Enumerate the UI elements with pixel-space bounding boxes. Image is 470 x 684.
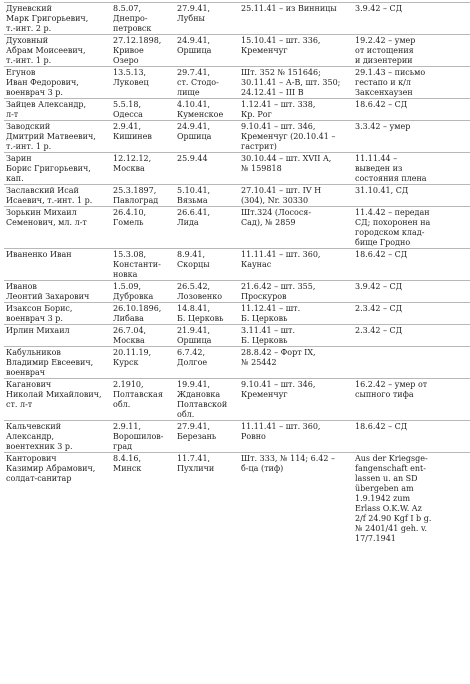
name-cell-text: Зарин Борис Григорьевич, кап. xyxy=(6,154,91,183)
fate-cell xyxy=(353,185,470,207)
birth-cell xyxy=(111,207,175,249)
birth-cell-text: 12.12.12, Москва xyxy=(113,154,152,173)
table-row xyxy=(4,281,470,303)
camp-cell-text: 30.10.44 – шт. XVII A, № 159818 xyxy=(241,154,332,173)
name-cell xyxy=(4,325,111,347)
birth-cell xyxy=(111,453,175,545)
camp-cell xyxy=(239,153,353,185)
birth-cell xyxy=(111,67,175,99)
camp-cell-text: 28.8.42 – Форт IX, № 25442 xyxy=(241,348,316,367)
capture-cell xyxy=(175,325,239,347)
fate-cell xyxy=(353,347,470,379)
name-cell xyxy=(4,3,111,35)
fate-cell-text: 18.6.42 – СД xyxy=(355,100,408,109)
name-cell xyxy=(4,67,111,99)
table-row xyxy=(4,3,470,35)
name-cell-text: Зорькин Михаил Семенович, мл. л-т xyxy=(6,208,87,227)
capture-cell-text: 4.10.41, Куменское xyxy=(177,100,224,119)
birth-cell xyxy=(111,303,175,325)
camp-cell-text: 25.11.41 – из Винницы xyxy=(241,4,337,13)
name-cell xyxy=(4,35,111,67)
capture-cell xyxy=(175,153,239,185)
name-cell-text: Духовный Абрам Моисеевич, т.-инт. 1 р. xyxy=(6,36,86,65)
fate-cell-text: 2.3.42 – СД xyxy=(355,326,403,335)
birth-cell-text: 2.9.11, Ворошилов- град xyxy=(113,422,164,451)
table-row xyxy=(4,67,470,99)
capture-cell xyxy=(175,121,239,153)
fate-cell-text: 3.9.42 – СД xyxy=(355,4,403,13)
name-cell-text: Егунов Иван Федорович, военврач 3 р. xyxy=(6,68,79,97)
capture-cell-text: 25.9.44 xyxy=(177,154,208,163)
capture-cell-text: 8.9.41, Скорцы xyxy=(177,250,210,269)
camp-cell-text: 3.11.41 – шт. Б. Церковь xyxy=(241,326,296,345)
birth-cell-text: 13.5.13, Луковец xyxy=(113,68,149,87)
birth-cell xyxy=(111,379,175,421)
birth-cell xyxy=(111,347,175,379)
birth-cell-text: 26.10.1896, Либава xyxy=(113,304,162,323)
capture-cell xyxy=(175,185,239,207)
table-row xyxy=(4,35,470,67)
birth-cell xyxy=(111,35,175,67)
capture-cell-text: 6.7.42, Долгое xyxy=(177,348,208,367)
name-cell-text: Иванов Леонтий Захарович xyxy=(6,282,90,301)
camp-cell-text: 1.12.41 – шт. 338, Кр. Рог xyxy=(241,100,316,119)
capture-cell-text: 19.9.41, Ждановка Полтавской обл. xyxy=(177,380,228,419)
table-row xyxy=(4,153,470,185)
capture-cell xyxy=(175,35,239,67)
capture-cell xyxy=(175,453,239,545)
birth-cell-text: 27.12.1898, Кривое Озеро xyxy=(113,36,162,65)
fate-cell-text: 3.3.42 – умер xyxy=(355,122,411,131)
fate-cell-text: Aus der Kriegsge- fangenschaft ent- lassen u. an SD übergeben am 1.9.1942 zum Erlass O.K.W. Az 2/f 24.90 Kgf I b g. № 2401/41 geh. v. 17/7.1941 xyxy=(355,454,432,543)
capture-cell-text: 26.5.42, Лозовенко xyxy=(177,282,223,301)
fate-cell-text: 31.10.41, СД xyxy=(355,186,409,195)
fate-cell-text: 11.4.42 – передан СД; похоронен на городском клад- бище Гродно xyxy=(355,208,431,247)
birth-cell xyxy=(111,249,175,281)
table-row xyxy=(4,347,470,379)
birth-cell xyxy=(111,281,175,303)
name-cell xyxy=(4,185,111,207)
capture-cell xyxy=(175,3,239,35)
camp-cell-text: 15.10.41 – шт. 336, Кременчуг xyxy=(241,36,321,55)
capture-cell xyxy=(175,207,239,249)
capture-cell-text: 21.9.41, Оршица xyxy=(177,326,212,345)
table-body xyxy=(4,3,470,545)
fate-cell xyxy=(353,453,470,545)
table-row xyxy=(4,453,470,545)
fate-cell-text: 16.2.42 – умер от сыпного тифа xyxy=(355,380,428,399)
camp-cell xyxy=(239,67,353,99)
name-cell-text: Кальчевский Александр, воентехник 3 р. xyxy=(6,422,73,451)
capture-cell xyxy=(175,99,239,121)
capture-cell-text: 27.9.41, Лубны xyxy=(177,4,211,23)
fate-cell xyxy=(353,35,470,67)
birth-cell-text: 8.4.16, Минск xyxy=(113,454,142,473)
table-row xyxy=(4,207,470,249)
capture-cell xyxy=(175,249,239,281)
birth-cell xyxy=(111,325,175,347)
camp-cell xyxy=(239,325,353,347)
table-row xyxy=(4,379,470,421)
fate-cell-text: 29.1.43 – письмо гестапо и к/л Заксенхаузен xyxy=(355,68,426,97)
name-cell xyxy=(4,207,111,249)
name-cell-text: Заводский Дмитрий Матвеевич, т.-инт. 1 р. xyxy=(6,122,96,151)
fate-cell xyxy=(353,67,470,99)
name-cell xyxy=(4,153,111,185)
camp-cell-text: 11.12.41 – шт. Б. Церковь xyxy=(241,304,301,323)
camp-cell xyxy=(239,121,353,153)
capture-cell-text: 26.6.41, Лида xyxy=(177,208,211,227)
camp-cell xyxy=(239,379,353,421)
fate-cell xyxy=(353,99,470,121)
birth-cell xyxy=(111,153,175,185)
camp-cell-text: 21.6.42 – шт. 355, Проскуров xyxy=(241,282,316,301)
name-cell-text: Зайцев Александр, л-т xyxy=(6,100,87,119)
birth-cell-text: 5.5.18, Одесса xyxy=(113,100,143,119)
fate-cell xyxy=(353,281,470,303)
capture-cell xyxy=(175,421,239,453)
capture-cell-text: 14.8.41, Б. Церковь xyxy=(177,304,224,323)
fate-cell xyxy=(353,207,470,249)
table-row xyxy=(4,185,470,207)
fate-cell xyxy=(353,3,470,35)
camp-cell xyxy=(239,207,353,249)
fate-cell xyxy=(353,121,470,153)
name-cell xyxy=(4,281,111,303)
camp-cell xyxy=(239,347,353,379)
birth-cell-text: 2.1910, Полтавская обл. xyxy=(113,380,163,409)
name-cell xyxy=(4,421,111,453)
camp-cell-text: 27.10.41 – шт. IV H (304), Nr. 30330 xyxy=(241,186,322,205)
name-cell-text: Кабульников Владимир Евсеевич, военврач xyxy=(6,348,94,377)
camp-cell xyxy=(239,453,353,545)
camp-cell-text: Шт.324 (Лосося- Сад), № 2859 xyxy=(241,208,312,227)
camp-cell-text: Шт. 352 № 151646; 30.11.41 – А-В, шт. 350; 24.12.41 – III В xyxy=(241,68,341,97)
table-row xyxy=(4,325,470,347)
birth-cell-text: 1.5.09, Дубровка xyxy=(113,282,154,301)
table-row xyxy=(4,249,470,281)
table-row xyxy=(4,99,470,121)
camp-cell-text: 9.10.41 – шт. 346, Кременчуг xyxy=(241,380,316,399)
camp-cell xyxy=(239,3,353,35)
birth-cell xyxy=(111,185,175,207)
capture-cell-text: 5.10.41, Вязьма xyxy=(177,186,211,205)
name-cell xyxy=(4,249,111,281)
name-cell-text: Ирлин Михаил xyxy=(6,326,70,335)
name-cell-text: Канторович Казимир Абрамович, солдат-санитар xyxy=(6,454,96,483)
capture-cell-text: 29.7.41, ст. Стодо- лище xyxy=(177,68,219,97)
capture-cell-text: 11.7.41, Пухличи xyxy=(177,454,215,473)
name-cell-text: Каганович Николай Михайлович, ст. л-т xyxy=(6,380,102,409)
name-cell xyxy=(4,121,111,153)
birth-cell xyxy=(111,121,175,153)
camp-cell xyxy=(239,281,353,303)
table-row xyxy=(4,121,470,153)
camp-cell-text: 11.11.41 – шт. 360, Каунас xyxy=(241,250,321,269)
fate-cell xyxy=(353,249,470,281)
camp-cell-text: 9.10.41 – шт. 346, Кременчуг (20.10.41 – гастрит) xyxy=(241,122,336,151)
birth-cell-text: 26.7.04, Москва xyxy=(113,326,147,345)
capture-cell xyxy=(175,347,239,379)
fate-cell xyxy=(353,325,470,347)
capture-cell-text: 27.9.41, Березань xyxy=(177,422,217,441)
table-row xyxy=(4,421,470,453)
birth-cell-text: 20.11.19, Курск xyxy=(113,348,152,367)
capture-cell xyxy=(175,379,239,421)
name-cell xyxy=(4,347,111,379)
camp-cell xyxy=(239,303,353,325)
prisoner-table xyxy=(4,2,470,544)
name-cell-text: Изаксон Борис, военврач 3 р. xyxy=(6,304,73,323)
fate-cell-text: 3.9.42 – СД xyxy=(355,282,403,291)
name-cell xyxy=(4,303,111,325)
capture-cell xyxy=(175,67,239,99)
camp-cell xyxy=(239,421,353,453)
birth-cell xyxy=(111,421,175,453)
name-cell-text: Заславский Исай Исаевич, т.-инт. 1 р. xyxy=(6,186,93,205)
name-cell-text: Иваненко Иван xyxy=(6,250,72,259)
name-cell-text: Дуневский Марк Григорьевич, т.-инт. 2 р. xyxy=(6,4,89,33)
birth-cell-text: 2.9.41, Кишинев xyxy=(113,122,152,141)
fate-cell-text: 11.11.44 – выведен из состояния плена xyxy=(355,154,427,183)
capture-cell-text: 24.9.41, Оршица xyxy=(177,36,212,55)
fate-cell xyxy=(353,379,470,421)
fate-cell xyxy=(353,303,470,325)
table-row xyxy=(4,303,470,325)
capture-cell xyxy=(175,303,239,325)
capture-cell xyxy=(175,281,239,303)
camp-cell xyxy=(239,185,353,207)
birth-cell xyxy=(111,3,175,35)
fate-cell-text: 18.6.42 – СД xyxy=(355,422,408,431)
camp-cell xyxy=(239,249,353,281)
birth-cell xyxy=(111,99,175,121)
fate-cell-text: 18.6.42 – СД xyxy=(355,250,408,259)
camp-cell xyxy=(239,35,353,67)
name-cell xyxy=(4,379,111,421)
camp-cell-text: 11.11.41 – шт. 360, Ровно xyxy=(241,422,321,441)
birth-cell-text: 15.3.08, Константи- новка xyxy=(113,250,161,279)
camp-cell-text: Шт. 333, № 114; 6.42 – б-ца (тиф) xyxy=(241,454,335,473)
fate-cell-text: 2.3.42 – СД xyxy=(355,304,403,313)
birth-cell-text: 8.5.07, Днепро- петровск xyxy=(113,4,152,33)
fate-cell xyxy=(353,421,470,453)
name-cell xyxy=(4,99,111,121)
fate-cell xyxy=(353,153,470,185)
birth-cell-text: 25.3.1897, Павлоград xyxy=(113,186,159,205)
fate-cell-text: 19.2.42 – умер от истощения и дизентерии xyxy=(355,36,416,65)
capture-cell-text: 24.9.41, Оршица xyxy=(177,122,212,141)
name-cell xyxy=(4,453,111,545)
birth-cell-text: 26.4.10, Гомель xyxy=(113,208,147,227)
camp-cell xyxy=(239,99,353,121)
